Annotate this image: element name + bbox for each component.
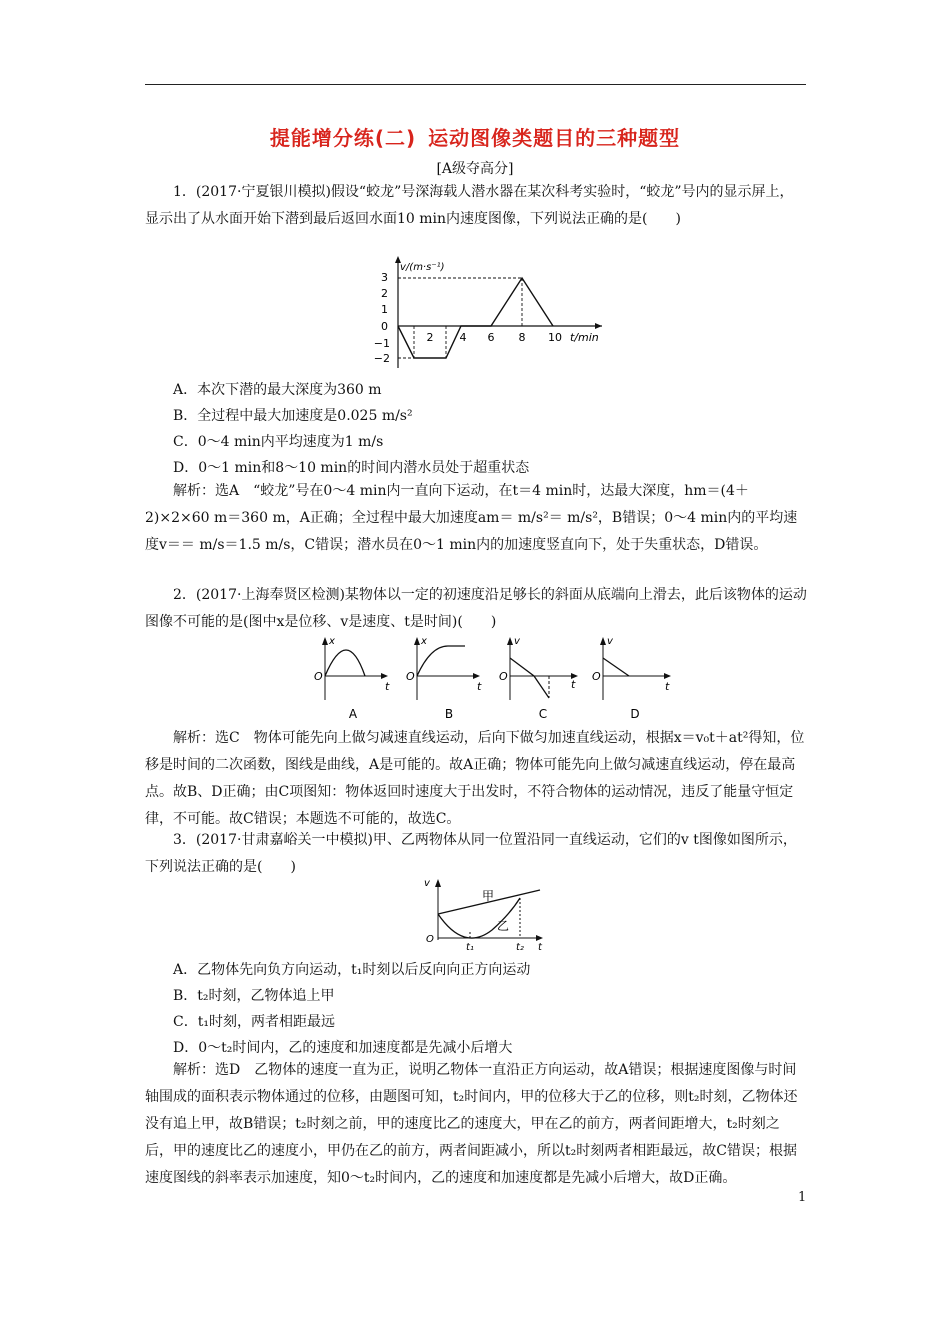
q2b-axis-label: x [421, 636, 427, 647]
q1-option-c: C．0～4 min内平均速度为1 m/s [173, 434, 384, 450]
q2b-label: B [444, 707, 454, 721]
q2d-axis-label: v [607, 636, 613, 647]
q2b-origin: O [406, 670, 415, 683]
q3-y-arrow [435, 879, 441, 887]
q2b-x-arrow [473, 673, 480, 679]
q2b-y-arrow [414, 637, 420, 645]
q3-t-label: t [538, 942, 542, 952]
q2c-line [510, 658, 549, 698]
q2a-curve [325, 650, 365, 676]
q1-y-tick: −1 [373, 337, 390, 350]
q1-ylabel: v/(m·s⁻¹) [400, 262, 445, 273]
q1-x-tick: 6 [487, 331, 495, 344]
q2d-x-arrow [664, 673, 671, 679]
q1-velocity-line [398, 278, 553, 358]
q3-option-c: C．t₁时刻，两者相距最远 [173, 1014, 335, 1030]
q2d-t: t [665, 680, 670, 693]
q2c-label: C [538, 707, 548, 721]
q3-option-d: D．0～t₂时间内，乙的速度和加速度都是先减小后增大 [173, 1040, 513, 1056]
q1-option-b: B．全过程中最大加速度是0.025 m/s² [173, 408, 413, 424]
q1-xlabel: t/min [570, 331, 599, 344]
q1-x-tick: 8 [518, 331, 526, 344]
q2b-t: t [477, 680, 482, 693]
q1-vt-chart [370, 254, 610, 374]
q2a-label: A [348, 707, 358, 721]
q3-jia-label: 甲 [482, 889, 495, 903]
q3-yi-label: 乙 [497, 919, 510, 933]
q2a-origin: O [314, 670, 323, 683]
q3-origin: O [426, 934, 434, 945]
q2b-curve [417, 646, 465, 676]
top-rule [145, 84, 806, 85]
q2d-y-arrow [600, 637, 606, 645]
q1-analysis: 解析：选A “蛟龙”号在0～4 min内一直向下运动，在t＝4 min时，达最大深度，hm＝(4＋2)×2×60 m＝360 m，A正确；全过程中最大加速度am＝ m/s²＝ m/s²，B错误；0～4 min内的平均速度v＝＝ m/s＝1.5 m/s，C错误；潜水员在0～1 min内的加速度竖直向下，处于失重状态，D错误。 [145, 483, 798, 553]
q2c-t: t [571, 678, 576, 691]
q1-y-tick: 3 [381, 271, 388, 284]
q3-x-arrow [536, 935, 543, 941]
q1-stem: 1．(2017·宁夏银川模拟)假设“蛟龙”号深海载人潜水器在某次科考实验时，“蛟龙”号内的显示屏上，显示出了从水面开始下潜到最后返回水面10 min内速度图像，下列说法正确的是( ) [145, 184, 794, 227]
q1-y-tick: 2 [381, 287, 388, 300]
q3-vt-chart [420, 876, 550, 952]
q2a-t: t [385, 680, 390, 693]
q3-analysis: 解析：选D 乙物体的速度一直为正，说明乙物体一直沿正方向运动，故A错误；根据速度图像与时间轴围成的面积表示物体通过的位移，由题图可知，t₂时间内，甲的位移大于乙的位移，则t₂时刻，乙物体还没有追上甲，故B错误；t₂时刻之前，甲的速度比乙的速度大，甲在乙的前方，两者间距增大，t₂时刻之后，甲的速度比乙的速度小，甲仍在乙的前方，两者间距减小，所以t₂时刻两者相距最远，故C错误；根据速度图线的斜率表示加速度，知0～t₂时间内，乙的速度和加速度都是先减小后增大，故D正确。 [145, 1062, 798, 1186]
q1-option-d: D．0～1 min和8～10 min的时间内潜水员处于超重状态 [173, 460, 530, 476]
title-part2: 运动图像类题目的三种题型 [428, 126, 681, 150]
q3-v-label: v [424, 878, 430, 889]
q1-y-tick: 1 [381, 303, 388, 316]
q1-y-tick: 0 [381, 320, 388, 333]
q3-t2-label: t₂ [516, 942, 524, 952]
q1-x-arrow [595, 323, 602, 329]
q1-y-tick: −2 [373, 352, 390, 365]
q2-analysis: 解析：选C 物体可能先向上做匀减速直线运动，后向下做匀加速直线运动，根据x＝v₀t＋at²得知，位移是时间的二次函数，图线是曲线，A是可能的。故A正确；物体可能先向上做匀减速直线运动，停在最高点。故B、D正确；由C项图知：物体返回时速度大于出发时，不符合物体的运动情况，违反了能量守恒定律，不可能。故C错误；本题选不可能的，故选C。 [145, 730, 805, 827]
q2c-origin: O [499, 670, 508, 683]
q2d-line [603, 658, 629, 676]
q2d-label: D [630, 707, 640, 721]
q3-stem: 3．(2017·甘肃嘉峪关一中模拟)甲、乙两物体从同一位置沿同一直线运动，它们的v t图像如图所示，下列说法正确的是( ) [145, 832, 797, 875]
q1-x-tick: 2 [426, 331, 434, 344]
grade-label: [A级夺高分] [436, 161, 514, 177]
q2d-origin: O [592, 670, 601, 683]
q1-x-tick: 4 [459, 331, 467, 344]
q2a-x-arrow [381, 673, 388, 679]
q2c-y-arrow [507, 637, 513, 645]
q3-option-a: A．乙物体先向负方向运动，t₁时刻以后反向向正方向运动 [173, 962, 531, 978]
q1-option-a: A．本次下潜的最大深度为360 m [173, 382, 382, 398]
q3-t1-label: t₁ [466, 942, 474, 952]
q2c-axis-label: v [514, 636, 520, 647]
page-number: 1 [798, 1190, 807, 1205]
q1-x-tick: 10 [548, 331, 562, 344]
q2a-axis-label: x [329, 636, 335, 647]
q3-option-b: B．t₂时刻，乙物体追上甲 [173, 988, 335, 1004]
page-title [0, 122, 950, 151]
q2a-y-arrow [322, 637, 328, 645]
q2-stem: 2．(2017·上海奉贤区检测)某物体以一定的初速度沿足够长的斜面从底端向上滑去，此后该物体的运动图像不可能的是(图中x是位移、v是速度、t是时间)( ) [145, 587, 807, 630]
title-part1: 提能增分练(二) [269, 126, 417, 150]
q2-graphs [305, 630, 685, 726]
